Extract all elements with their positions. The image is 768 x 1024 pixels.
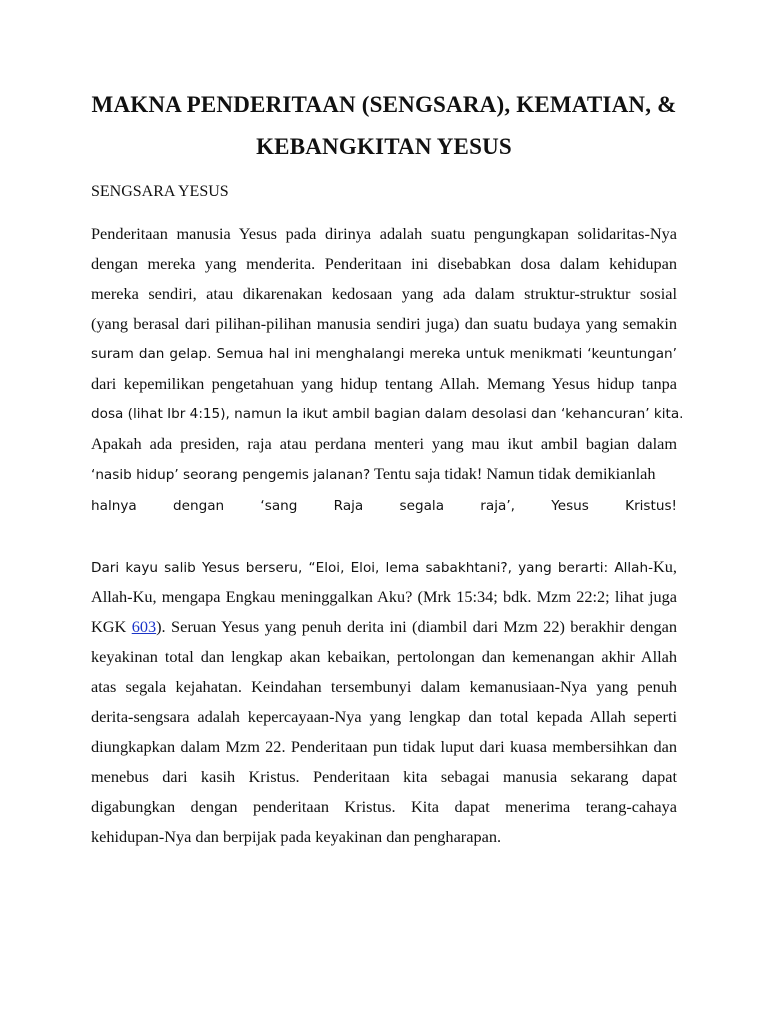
paragraph-2-line: digabungkan dengan penderitaan Kristus. Kita dapat menerima terang-cahaya: [91, 797, 677, 816]
paragraph-2-serif-run: Ku,: [653, 557, 677, 576]
kgk-603-link[interactable]: 603: [131, 617, 157, 636]
paragraph-2-line: [91, 615, 677, 639]
paragraph-2-line: kehidupan-Nya dan berpijak pada keyakinan dan pengharapan.: [91, 827, 502, 846]
paragraph-2-sans-run: Dari kayu salib Yesus berseru, “Eloi, Eloi, lema sabakhtani?, yang berarti: Allah-: [91, 560, 654, 576]
paragraph-2-line: keyakinan total dan lengkap akan kebaikan, pertolongan dan kemenangan akhir Allah: [91, 647, 677, 666]
paragraph-1-serif-run: Tentu saja tidak! Namun tidak demikianlah: [370, 464, 656, 483]
title-line-1: MAKNA PENDERITAAN (SENGSARA), KEMATIAN, &: [91, 92, 677, 117]
paragraph-2-line: menebus dari kasih Kristus. Penderitaan kita sebagai manusia sekarang dapat: [91, 767, 677, 786]
paragraph-1-line: dari kepemilikan pengetahuan yang hidup tentang Allah. Memang Yesus hidup tanpa: [91, 374, 677, 393]
paragraph-1-line: suram dan gelap. Semua hal ini menghalangi mereka untuk menikmati ‘keuntungan’: [91, 346, 677, 362]
paragraph-1-line: Penderitaan manusia Yesus pada dirinya adalah suatu pengungkapan solidaritas-Nya: [91, 224, 677, 243]
paragraph-1-line: dosa (lihat Ibr 4:15), namun Ia ikut ambil bagian dalam desolasi dan ‘kehancuran’ kita.: [91, 406, 684, 422]
paragraph-1-line: Apakah ada presiden, raja atau perdana menteri yang mau ikut ambil bagian dalam: [91, 434, 677, 453]
paragraph-2-line: Allah-Ku, mengapa Engkau meninggalkan Aku? (Mrk 15:34; bdk. Mzm 22:2; lihat juga: [91, 587, 677, 606]
kgk-prefix: KGK: [91, 617, 132, 636]
paragraph-1-line: halnya dengan ‘sang Raja segala raja’, Yesus Kristus!: [91, 498, 677, 514]
paragraph-1-line: mereka sendiri, atau dikarenakan kedosaan yang ada dalam struktur-struktur sosial: [91, 284, 677, 303]
paragraph-2-line: derita-sengsara adalah kepercayaan-Nya yang lengkap dan total kepada Allah seperti: [91, 707, 677, 726]
paragraph-1-line: (yang berasal dari pilihan-pilihan manusia sendiri juga) dan suatu budaya yang semakin: [91, 314, 677, 333]
paragraph-2-line: [91, 555, 677, 580]
paragraph-1-line: [91, 462, 677, 487]
title-line-2: KEBANGKITAN YESUS: [256, 134, 512, 159]
paragraph-2-line-3-suffix: ). Seruan Yesus yang penuh derita ini (diambil dari Mzm 22) berakhir dengan: [156, 617, 677, 636]
paragraph-1-sans-run: ‘nasib hidup’ seorang pengemis jalanan?: [91, 467, 371, 483]
paragraph-2-line: atas segala kejahatan. Keindahan tersembunyi dalam kemanusiaan-Nya yang penuh: [91, 677, 677, 696]
paragraph-1-line: dengan mereka yang menderita. Penderitaan ini disebabkan dosa dalam kehidupan: [91, 254, 677, 273]
paragraph-2-line: diungkapkan dalam Mzm 22. Penderitaan pun tidak luput dari kuasa membersihkan dan: [91, 737, 677, 756]
section-heading: SENGSARA YESUS: [91, 183, 229, 200]
